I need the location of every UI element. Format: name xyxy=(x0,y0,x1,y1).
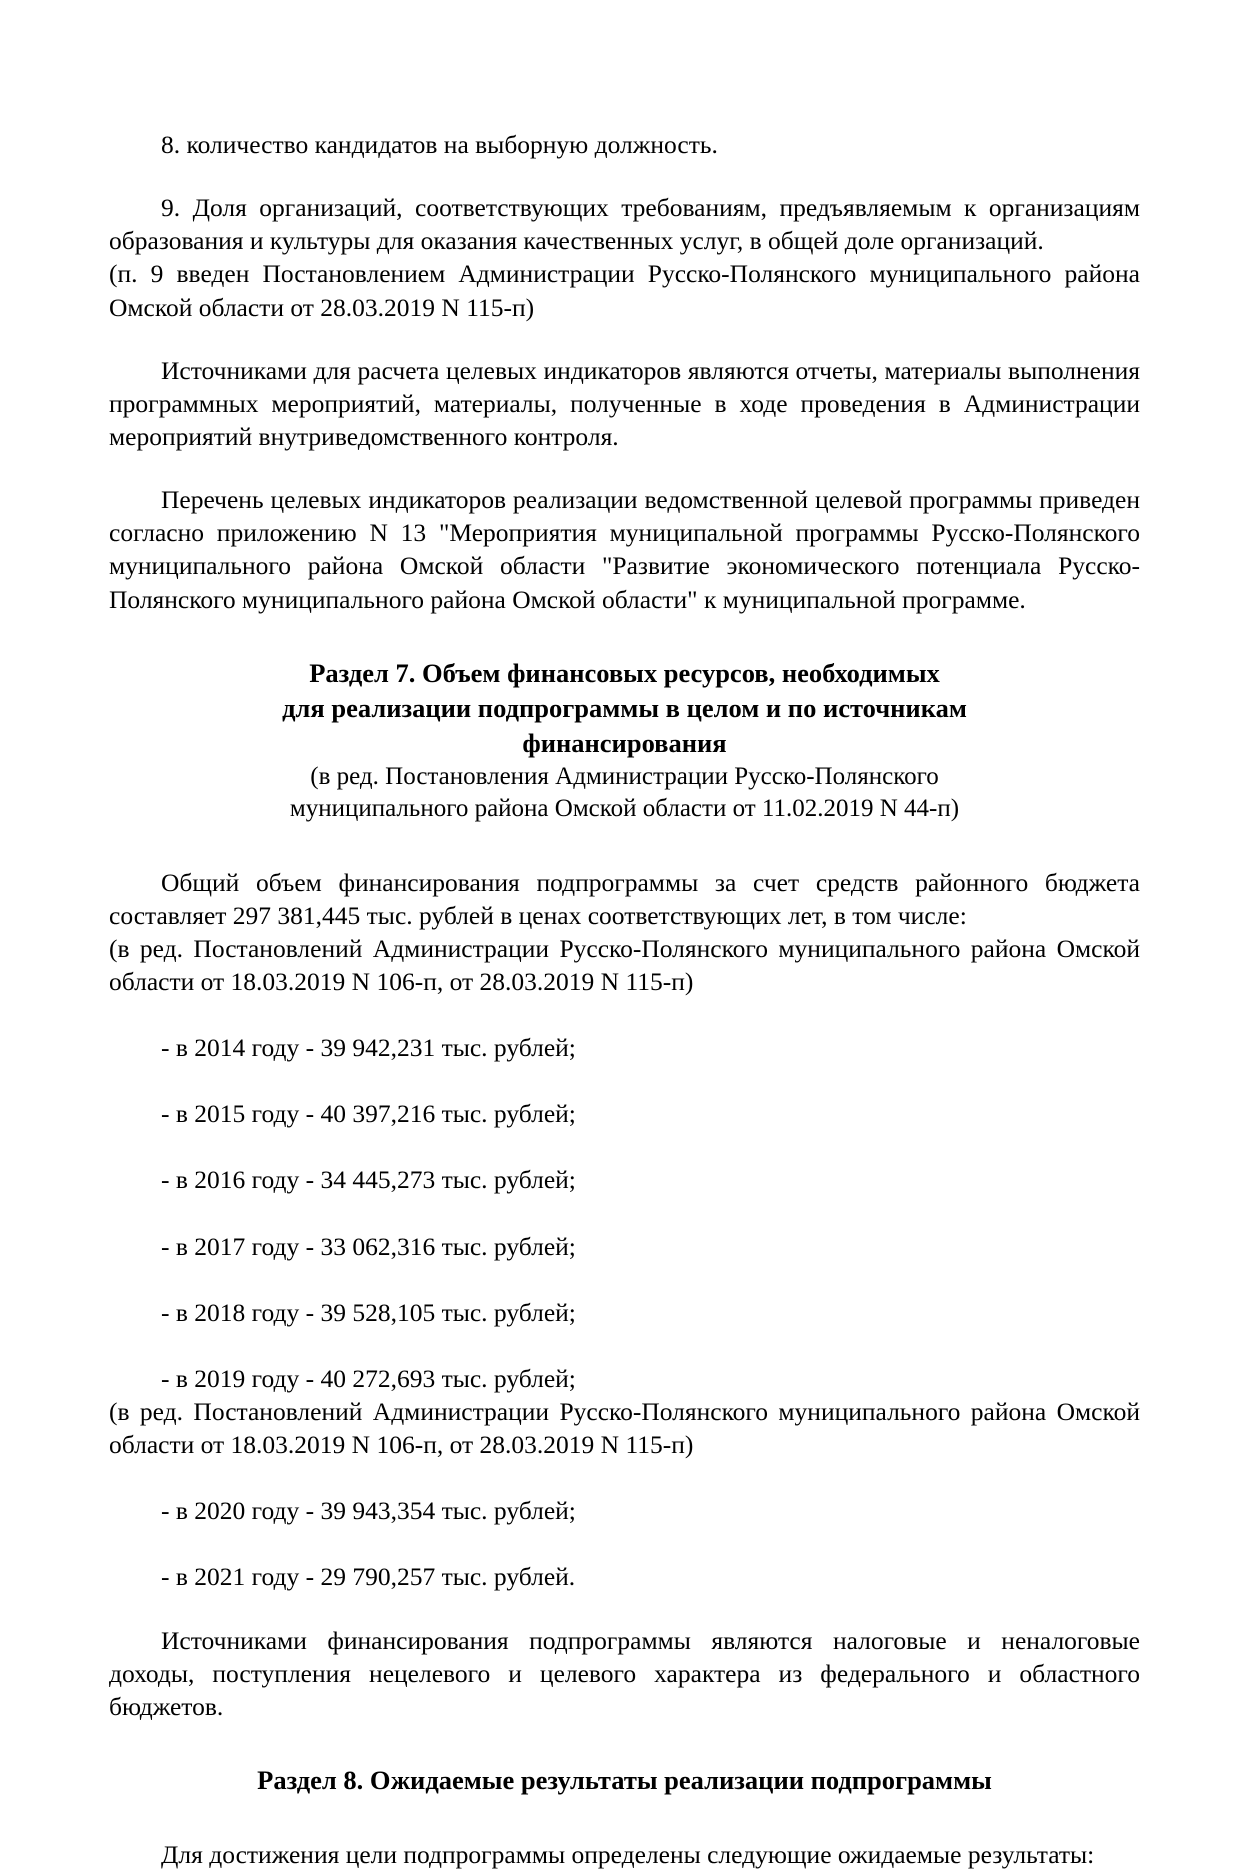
spacer xyxy=(109,1594,1140,1624)
editorial-note-item-9: (п. 9 введен Постановлением Администрации Русско-Полянского муниципального района Омской области от 28.03.2019 N 115-п) xyxy=(109,259,1140,322)
spacer xyxy=(109,616,1140,656)
section-7-title-line-2: для реализации подпрограммы в целом и по источникам xyxy=(282,692,967,723)
paragraph-funding-sources: Источниками финансирования подпрограммы являются налоговые и неналоговые доходы, поступления нецелевого и целевого характера из федерального и областного бюджетов. xyxy=(109,1625,1140,1721)
spacer xyxy=(109,1064,1140,1097)
section-7-title-line-3: финансирования xyxy=(522,727,727,758)
section-7-editorial-note xyxy=(109,761,1140,826)
section-7-editorial-note-line-2: муниципального района Омской области от 11.02.2019 N 44-п) xyxy=(289,795,960,823)
spacer xyxy=(109,1329,1140,1362)
paragraph-item-9: 9. Доля организаций, соответствующих требованиям, предъявляемым к организациям образования и культуры для оказания качественных услуг, в общей доле организаций. xyxy=(109,193,1140,256)
spacer xyxy=(109,161,1140,191)
funding-year-item-2020: - в 2020 году - 39 943,354 тыс. рублей; xyxy=(161,1496,576,1526)
funding-year-item-2021: - в 2021 году - 29 790,257 тыс. рублей. xyxy=(161,1562,576,1592)
section-7-heading-block xyxy=(109,656,1140,826)
paragraph-expected-results-intro: Для достижения цели подпрограммы определены следующие ожидаемые результаты: xyxy=(161,1839,1095,1869)
funding-year-item-2017: - в 2017 году - 33 062,316 тыс. рублей; xyxy=(161,1231,576,1261)
spacer xyxy=(109,453,1140,483)
section-7-title-line-1: Раздел 7. Объем финансовых ресурсов, необходимых xyxy=(309,657,940,688)
spacer xyxy=(109,998,1140,1031)
paragraph-item-8: 8. количество кандидатов на выборную должность. xyxy=(161,130,718,159)
editorial-note-funding-1: (в ред. Постановлений Администрации Русско-Полянского муниципального района Омской области от 18.03.2019 N 106-п, от 28.03.2019 N 115-п) xyxy=(109,933,1140,997)
spacer xyxy=(109,1263,1140,1296)
spacer xyxy=(109,826,1140,866)
funding-year-item-2016: - в 2016 году - 34 445,273 тыс. рублей; xyxy=(161,1165,576,1195)
spacer xyxy=(109,1197,1140,1230)
paragraph-total-funding: Общий объем финансирования подпрограммы за счет средств районного бюджета составляет 297 381,445 тыс. рублей в ценах соответствующих лет, в том числе: xyxy=(109,867,1140,930)
spacer xyxy=(109,1130,1140,1163)
section-8-title: Раздел 8. Ожидаемые результаты реализации подпрограммы xyxy=(257,1764,992,1795)
funding-year-item-2019: - в 2019 году - 40 272,693 тыс. рублей; xyxy=(161,1363,576,1393)
editorial-note-funding-2: (в ред. Постановлений Администрации Русско-Полянского муниципального района Омской области от 18.03.2019 N 106-п, от 28.03.2019 N 115-п) xyxy=(109,1397,1140,1460)
spacer xyxy=(109,1723,1140,1763)
funding-year-item-2015: - в 2015 году - 40 397,216 тыс. рублей; xyxy=(161,1099,576,1129)
spacer xyxy=(109,1461,1140,1494)
funding-year-item-2014: - в 2014 году - 39 942,231 тыс. рублей; xyxy=(161,1033,576,1063)
paragraph-indicator-sources: Источниками для расчета целевых индикаторов являются отчеты, материалы выполнения программных мероприятий, материалы, полученные в ходе проведения в Администрации мероприятий внутриведомственного контроля. xyxy=(109,355,1140,451)
spacer xyxy=(109,1527,1140,1560)
paragraph-indicator-appendix: Перечень целевых индикаторов реализации ведомственной целевой программы приведен согласно приложению N 13 "Мероприятия муниципальной программы Русско-Полянского муниципального района Омской области "Развитие экономического потенциала Русско-Полянского муниципального района Омской области" к муниципальной программе. xyxy=(109,485,1140,614)
page-body-column xyxy=(109,128,1140,1871)
spacer xyxy=(109,324,1140,354)
section-7-title xyxy=(109,656,1140,761)
section-7-editorial-note-line-1: (в ред. Постановления Администрации Русско-Полянского xyxy=(310,762,939,790)
spacer xyxy=(109,1798,1140,1838)
funding-year-item-2018: - в 2018 году - 39 528,105 тыс. рублей; xyxy=(161,1297,576,1327)
